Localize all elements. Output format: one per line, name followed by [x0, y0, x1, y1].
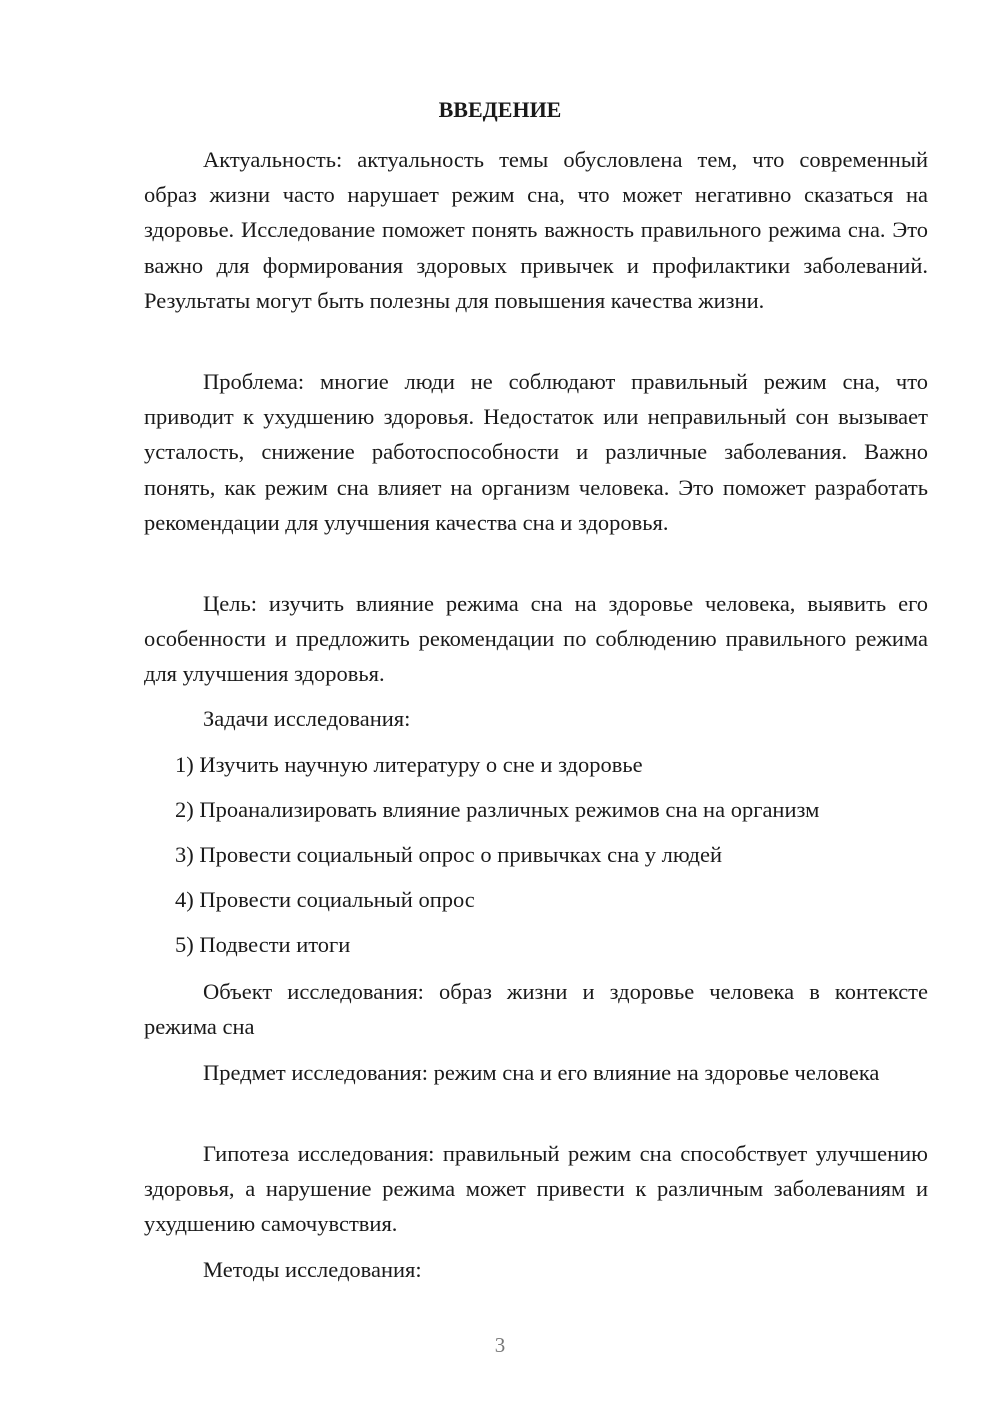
methods-heading: Методы исследования:: [203, 1257, 422, 1282]
task-item-2: 2) Проанализировать влияние различных режимов сна на организм: [175, 797, 820, 822]
task-item-5: 5) Подвести итоги: [175, 932, 351, 957]
paragraph-problem: Проблема: многие люди не соблюдают правильный режим сна, что приводит к ухудшению здоровья. Недостаток или неправильный сон вызывает усталость, снижение работоспособности и различные заболевания. Важно понять, как режим сна влияет на организм человека. Это поможет разработать рекомендации для улучшения качества сна и здоровья.: [144, 369, 928, 535]
paragraph-object: Объект исследования: образ жизни и здоровье человека в контексте режима сна: [144, 979, 928, 1040]
paragraph-hypothesis: Гипотеза исследования: правильный режим сна способствует улучшению здоровья, а нарушение режима может привести к различным заболеваниям и ухудшению самочувствия.: [144, 1141, 928, 1237]
paragraph-goal: Цель: изучить влияние режима сна на здоровье человека, выявить его особенности и предложить рекомендации по соблюдению правильного режима для улучшения здоровья.: [144, 591, 928, 687]
tasks-heading: Задачи исследования:: [203, 706, 411, 731]
page-number: 3: [494, 1333, 506, 1357]
paragraph-relevance: Актуальность: актуальность темы обусловлена тем, что современный образ жизни часто нарушает режим сна, что может негативно сказаться на здоровье. Исследование поможет понять важность правильного режима сна. Это важно для формирования здоровых привычек и профилактики заболеваний. Результаты могут быть полезны для повышения качества жизни.: [144, 147, 928, 313]
task-item-1: 1) Изучить научную литературу о сне и здоровье: [175, 752, 643, 777]
task-item-4: 4) Провести социальный опрос: [175, 887, 475, 912]
task-item-3: 3) Провести социальный опрос о привычках сна у людей: [175, 842, 723, 867]
page-title: ВВЕДЕНИЕ: [438, 97, 562, 122]
paragraph-subject: Предмет исследования: режим сна и его влияние на здоровье человека: [203, 1060, 880, 1085]
